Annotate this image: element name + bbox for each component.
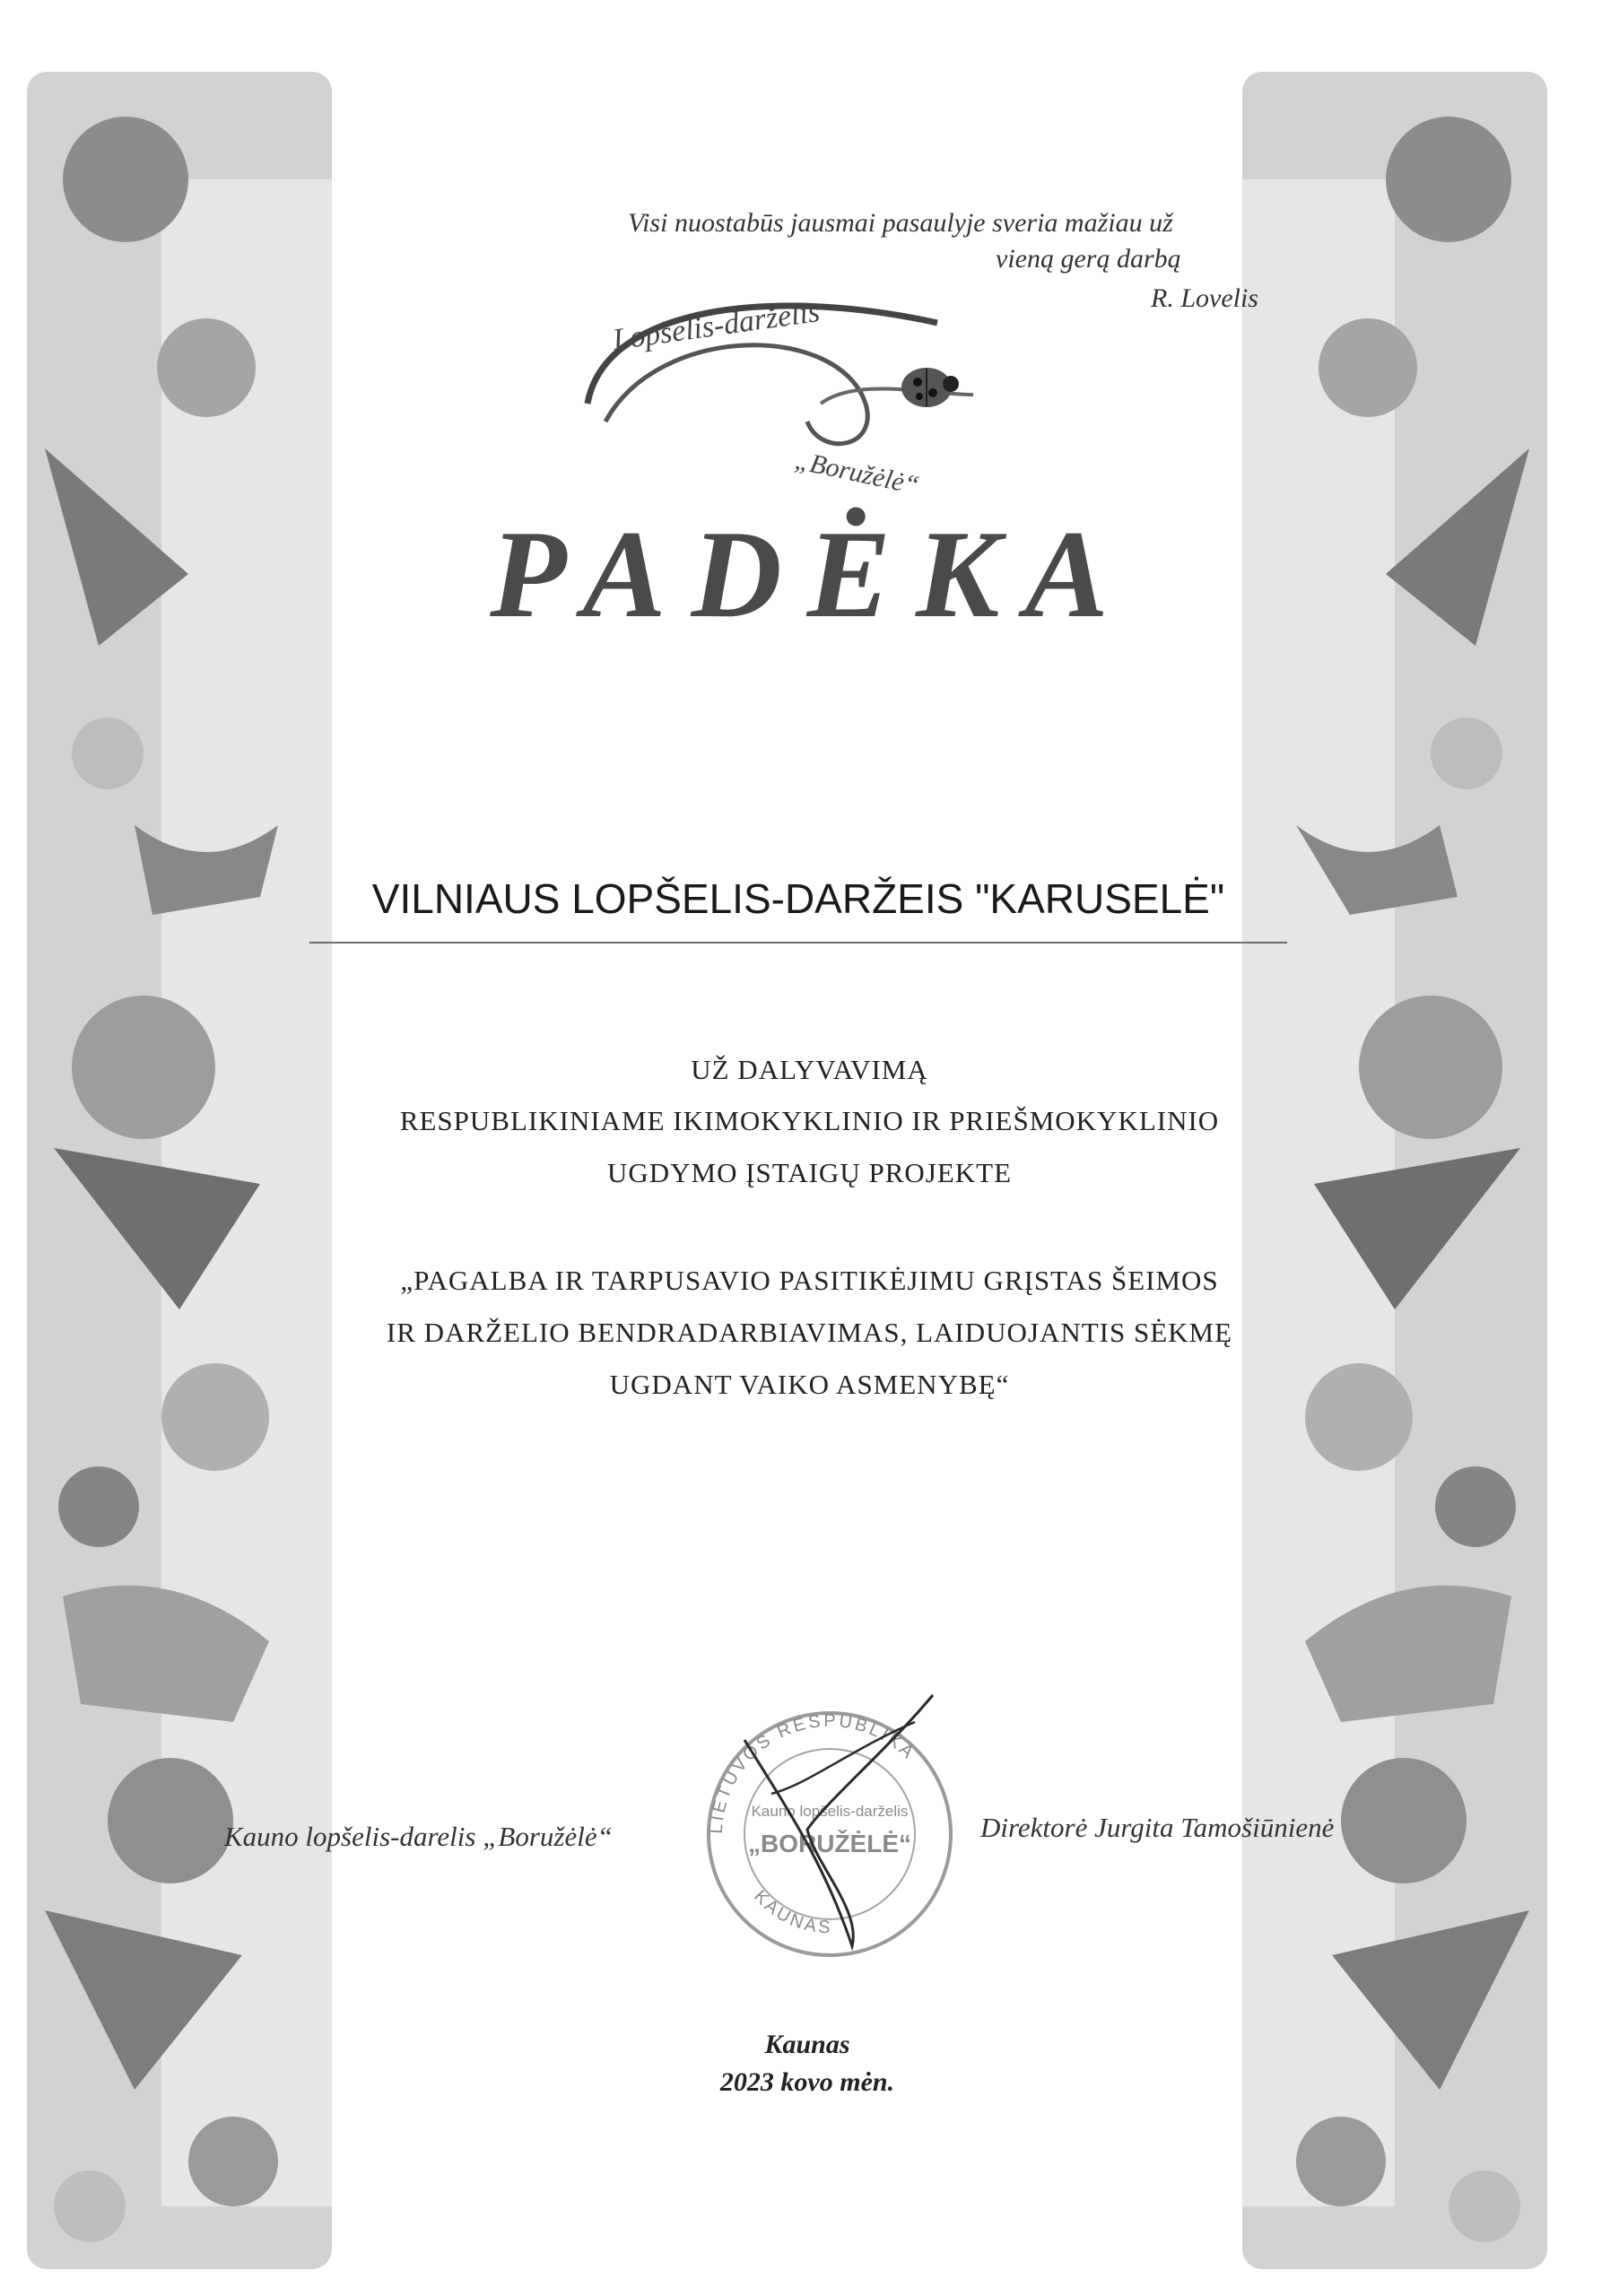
recipient-underline: [309, 942, 1287, 944]
quote-author: R. Lovelis: [1151, 283, 1258, 313]
body-line-3: UGDYMO ĮSTAIGŲ PROJEKTE: [606, 1157, 1013, 1188]
stamp-center-text: „BORUŽĖLĖ“: [748, 1830, 911, 1857]
ladybug-icon: [901, 368, 959, 407]
kindergarten-logo: [552, 269, 1018, 502]
logo-text-bottom: „Boružėlė“: [792, 445, 922, 500]
project-name-line-2: IR DARŽELIO BENDRADARBIAVIMAS, LAIDUOJANTIS SĖKMĘ: [386, 1317, 1233, 1348]
stamp-bottom-text: KAUNAS: [750, 1886, 833, 1938]
quote-line-1: Visi nuostabūs jausmai pasaulyje sveria mažiau už: [628, 208, 1173, 238]
official-stamp: [682, 1686, 978, 1973]
project-name-line-1: „PAGALBA IR TARPUSAVIO PASITIKĖJIMU GRĮSTAS ŠEIMOS: [400, 1265, 1219, 1296]
certificate-title: PADĖKA: [490, 505, 1134, 644]
project-name-line-3: UGDANT VAIKO ASMENYBĘ“: [609, 1369, 1010, 1400]
decorative-border-left: [27, 72, 332, 2269]
director-name: Direktorė Jurgita Tamošiūnienė: [980, 1812, 1335, 1843]
svg-text:KAUNAS: [750, 1886, 833, 1937]
body-line-1: UŽ DALYVAVIMĄ: [691, 1054, 928, 1085]
logo-text-top: Lopšelis-darželis: [610, 294, 823, 357]
stamp-inner-text: Kauno lopšelis-darželis: [751, 1803, 909, 1820]
stamp-outer-text: LIETUVOS RESPUBLIKA: [706, 1710, 919, 1835]
quote-line-2: vieną gerą darbą: [996, 244, 1181, 274]
recipient-name: VILNIAUS LOPŠELIS-DARŽEIS "KARUSELĖ": [371, 875, 1225, 922]
issue-date: 2023 kovo mėn.: [719, 2067, 895, 2097]
issuing-institution: Kauno lopšelis-darelis „Boružėlė“: [224, 1821, 613, 1852]
body-line-2: RESPUBLIKINIAME IKIMOKYKLINIO IR PRIEŠMOKYKLINIO: [399, 1105, 1220, 1136]
issue-place: Kaunas: [764, 2030, 850, 2059]
